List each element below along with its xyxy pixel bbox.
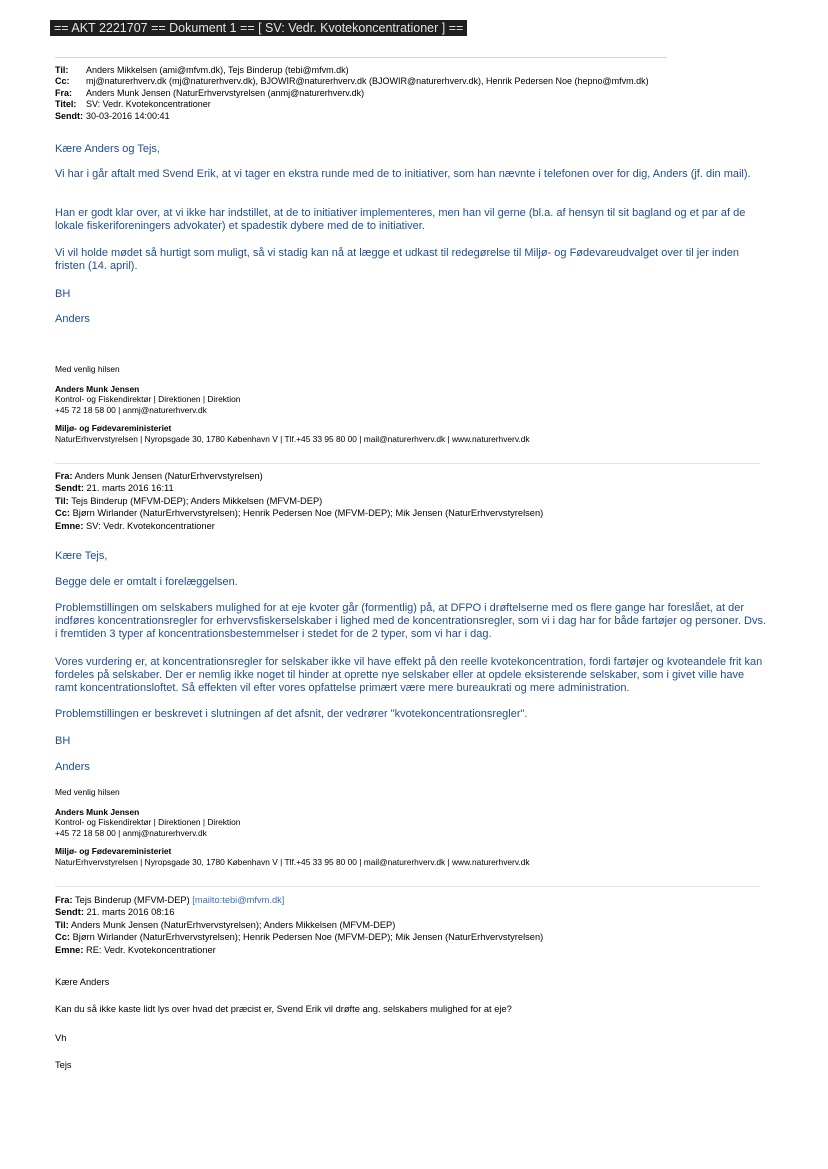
email2-paragraph: Vores vurdering er, at koncentrationsregler for selskaber ikke vil have effekt på den reelle kvotekoncentration, fordi fartøjer og kvoteandele frit kan fordeles på selskaber. Der er nemlig ikke noget til hinder at oprette nye selskaber eller at opdele eksisterende selskaber, som i givet ville have ramt koncentrationsloftet. Så effekten vil efter vores opfattelse primært være mere bureaukrati og mere administration.: [55, 656, 763, 695]
email2-header: Fra: Anders Munk Jensen (NaturErhvervstyrelsen) Sendt: 21. marts 2016 16:11 Til: Tejs Binderup (MFVM-DEP); Anders Mikkelsen (MFVM-DEP) Cc: Bjørn Wirlander (NaturErhvervstyrelsen); Henrik Pedersen Noe (MFVM-DEP); Mik Jensen (NaturErhvervstyrelsen) Emne: SV: Vedr. Kvotekoncentrationer: [55, 471, 544, 531]
mailto-link[interactable]: [mailto:tebi@mfvm.dk]: [192, 895, 285, 905]
email-header: [55, 65, 649, 122]
header-row-til: Til: Anders Mikkelsen (ami@mfvm.dk), Tejs Binderup (tebi@mfvm.dk): [55, 65, 349, 75]
header-row-cc: Cc: mj@naturerhverv.dk (mj@naturerhverv.dk), BJOWIR@naturerhverv.dk (BJOWIR@naturerhverv.dk), Henrik Pedersen Noe (hepno@mfvm.dk): [55, 76, 649, 87]
email-separator: [55, 886, 760, 887]
email2-paragraph: Begge dele er omtalt i forelæggelsen.: [55, 576, 238, 588]
document-banner: == AKT 2221707 == Dokument 1 == [ SV: Vedr. Kvotekoncentrationer ] ==: [50, 20, 467, 36]
email3-body: Kan du så ikke kaste lidt lys over hvad det præcist er, Svend Erik vil drøfte ang. selskabers mulighed for at eje?: [55, 1004, 512, 1014]
email2-paragraph: Problemstillingen om selskabers mulighed for at eje kvoter går (formentlig) på, at DFPO i drøftelserne med os flere gange har foreslået, at der indføres koncentrationsregler for erhvervsfiskerselskaber i lighed med de koncentrationsregler, som vi i dag har for både fartøjer og personer. Dvs. i fremtiden 3 typer af koncentrationsbestemmelser i stedet for de 2 typer, som vi har i dag.: [55, 602, 767, 641]
signature-2: Med venlig hilsen Anders Munk Jensen Kontrol- og Fiskendirektør | Direktionen | Direktion +45 72 18 58 00 | anmj@naturerhverv.dk Miljø- og Fødevareministeriet NaturErhvervstyrelsen | Nyropsgade 30, 1780 København V | Tlf.+45 33 95 80 00 | mail@naturerhverv.dk | www.naturerhverv.dk: [55, 787, 530, 867]
email1-paragraph: Han er godt klar over, at vi ikke har indstillet, at de to initiativer implementeres, men han vil gerne (bl.a. af hensyn til sit bagland og et par af de lokale fiskeriforeningers advokater) et spadestik dybere med de to initiativer.: [55, 207, 746, 233]
email1-paragraph: Vi vil holde mødet så hurtigt som muligt, så vi stadig kan nå at lægge et udkast til redegørelse til Miljø- og Fødevareudvalget over til jer inden fristen (14. april).: [55, 247, 739, 273]
email1-paragraph: Vi har i går aftalt med Svend Erik, at vi tager en ekstra runde med de to initiativer, som han nævnte i telefonen over for dig, Anders (jf. din mail).: [55, 168, 751, 180]
header-row-fra: Fra: Anders Munk Jensen (NaturErhvervstyrelsen (anmj@naturerhverv.dk): [55, 87, 365, 98]
header-row-sendt: Sendt: 30-03-2016 14:00:41: [55, 110, 170, 121]
email2-signoff-name: Anders: [55, 761, 90, 773]
email-separator: [55, 463, 760, 464]
email3-header: Fra: Tejs Binderup (MFVM-DEP) [mailto:tebi@mfvm.dk] Sendt: 21. marts 2016 08:16 Til: Anders Munk Jensen (NaturErhvervstyrelsen); Anders Mikkelsen (MFVM-DEP) Cc: Bjørn Wirlander (NaturErhvervstyrelsen); Henrik Pedersen Noe (MFVM-DEP); Mik Jensen (NaturErhvervstyrelsen) Emne: RE: Vedr. Kvotekoncentrationer: [55, 895, 544, 955]
email2-paragraph: Problemstillingen er beskrevet i slutningen af det afsnit, der vedrører "kvotekoncentrationsregler".: [55, 708, 528, 720]
email1-bh: BH: [55, 288, 71, 300]
email3-greeting: Kære Anders: [55, 977, 110, 987]
email2-bh: BH: [55, 735, 71, 747]
email3-vh: Vh: [55, 1033, 67, 1043]
email1-greeting: Kære Anders og Tejs,: [55, 143, 160, 155]
signature-1: Med venlig hilsen Anders Munk Jensen Kontrol- og Fiskendirektør | Direktionen | Direktion +45 72 18 58 00 | anmj@naturerhverv.dk Miljø- og Fødevareministeriet NaturErhvervstyrelsen | Nyropsgade 30, 1780 København V | Tlf.+45 33 95 80 00 | mail@naturerhverv.dk | www.naturerhverv.dk: [55, 364, 530, 444]
email2-greeting: Kære Tejs,: [55, 550, 108, 562]
header-row-titel: Titel: SV: Vedr. Kvotekoncentrationer: [55, 99, 211, 110]
email3-signoff-name: Tejs: [55, 1060, 72, 1070]
email1-signoff-name: Anders: [55, 313, 90, 325]
header-divider: [55, 57, 667, 58]
